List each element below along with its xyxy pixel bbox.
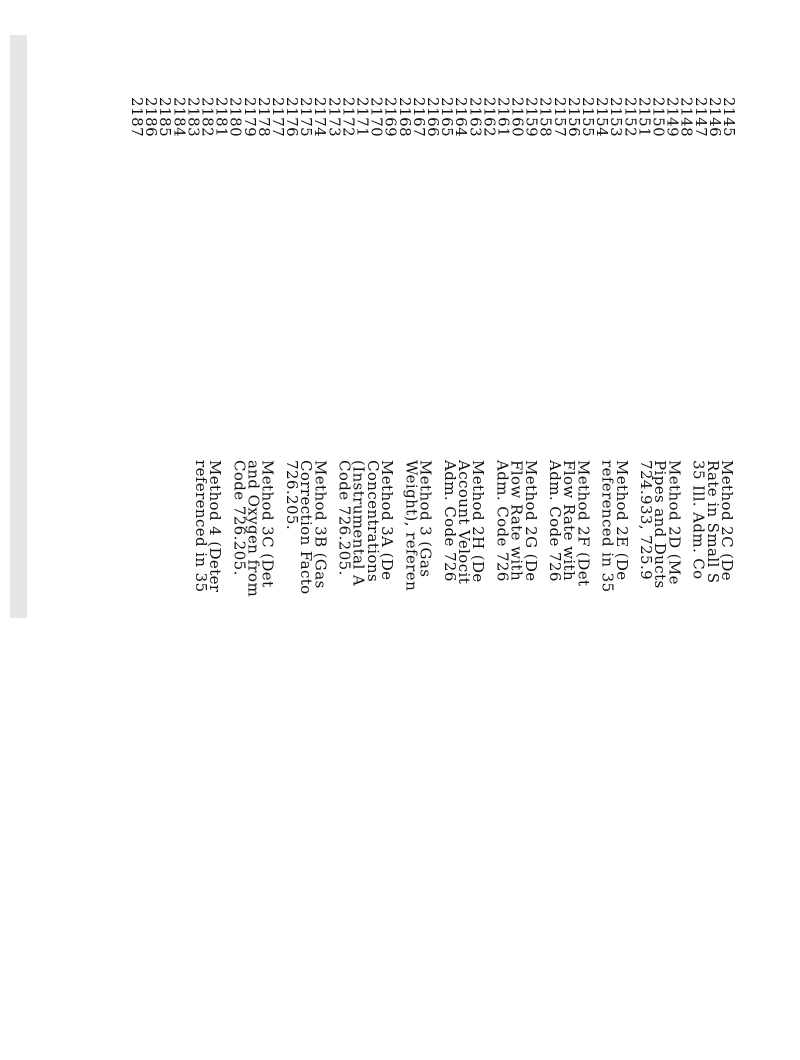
line-number: 2174 [311,97,330,138]
line-number: 2175 [297,97,316,138]
method-entry: Method 4 (Deter referenced in 35 [191,460,225,593]
line-number: 2164 [452,97,471,138]
line-number: 2163 [466,97,485,138]
line-number: 2150 [649,97,668,138]
line-number: 2160 [508,97,527,138]
line-number: 2154 [593,97,612,138]
line-number: 2169 [381,97,400,138]
line-number: 2151 [635,97,654,138]
method-entry: Method 2F (Det Flow Rate with Adm. Code 726 [545,460,593,587]
line-number: 2165 [438,97,457,138]
line-number: 2167 [409,97,428,138]
line-number: 2149 [663,97,682,138]
line-number: 2155 [579,97,597,138]
line-number: 2161 [494,97,513,138]
line-number: 2181 [212,97,231,138]
line-number-column [130,97,736,137]
line-number: 2183 [184,97,203,138]
line-number: 2158 [536,97,555,138]
line-number: 2153 [607,97,626,138]
line-number: 2152 [621,97,640,138]
method-entry: Method 3A (De Concentrations (Instrumental A Code 726.205. [335,460,397,587]
line-number: 2170 [367,97,386,138]
line-number: 2180 [226,97,245,138]
line-number: 2186 [142,97,161,138]
method-entry: Method 3 (Gas Weight), referen [402,460,435,592]
line-number: 2172 [339,97,358,138]
method-entry: Method 3C (Det and Oxygen from Code 726.205. [230,460,277,598]
line-number: 2177 [268,97,287,138]
line-number: 2162 [480,97,499,138]
page-edge-shadow [10,35,27,618]
line-number: 2187 [128,97,146,138]
line-number: 2182 [198,97,217,138]
method-entry: Method 2C (De Rate in Small S 35 Ill. Adm. Co [689,460,736,584]
line-number: 2179 [240,97,259,138]
line-number: 2168 [395,97,414,138]
method-entry: Method 3B (Gas Correction Facto 726.205. [282,460,330,595]
line-number: 2148 [677,97,696,138]
method-entry: Method 2E (De referenced in 35 [598,460,631,593]
method-entry: Method 2D (Me Pipes and Ducts 724.933, 725.9 [636,460,684,589]
line-number: 2178 [254,97,273,138]
line-number: 2176 [283,97,302,138]
line-number: 2146 [705,97,724,138]
line-number: 2147 [691,97,710,138]
line-number: 2184 [170,97,189,138]
method-entry-list [144,460,734,618]
line-number: 2156 [564,97,583,138]
line-number: 2171 [353,97,372,138]
line-number: 2173 [325,97,344,138]
line-number: 2166 [423,97,442,138]
line-number: 2159 [522,97,541,138]
line-number: 2157 [550,97,569,138]
line-number: 2145 [719,97,738,138]
method-entry: Method 2G (De Flow Rate with Adm. Code 726 [493,460,540,582]
line-number: 2185 [156,97,175,138]
method-entry: Method 2H (De Account Velocit Adm. Code 726 [440,460,488,585]
